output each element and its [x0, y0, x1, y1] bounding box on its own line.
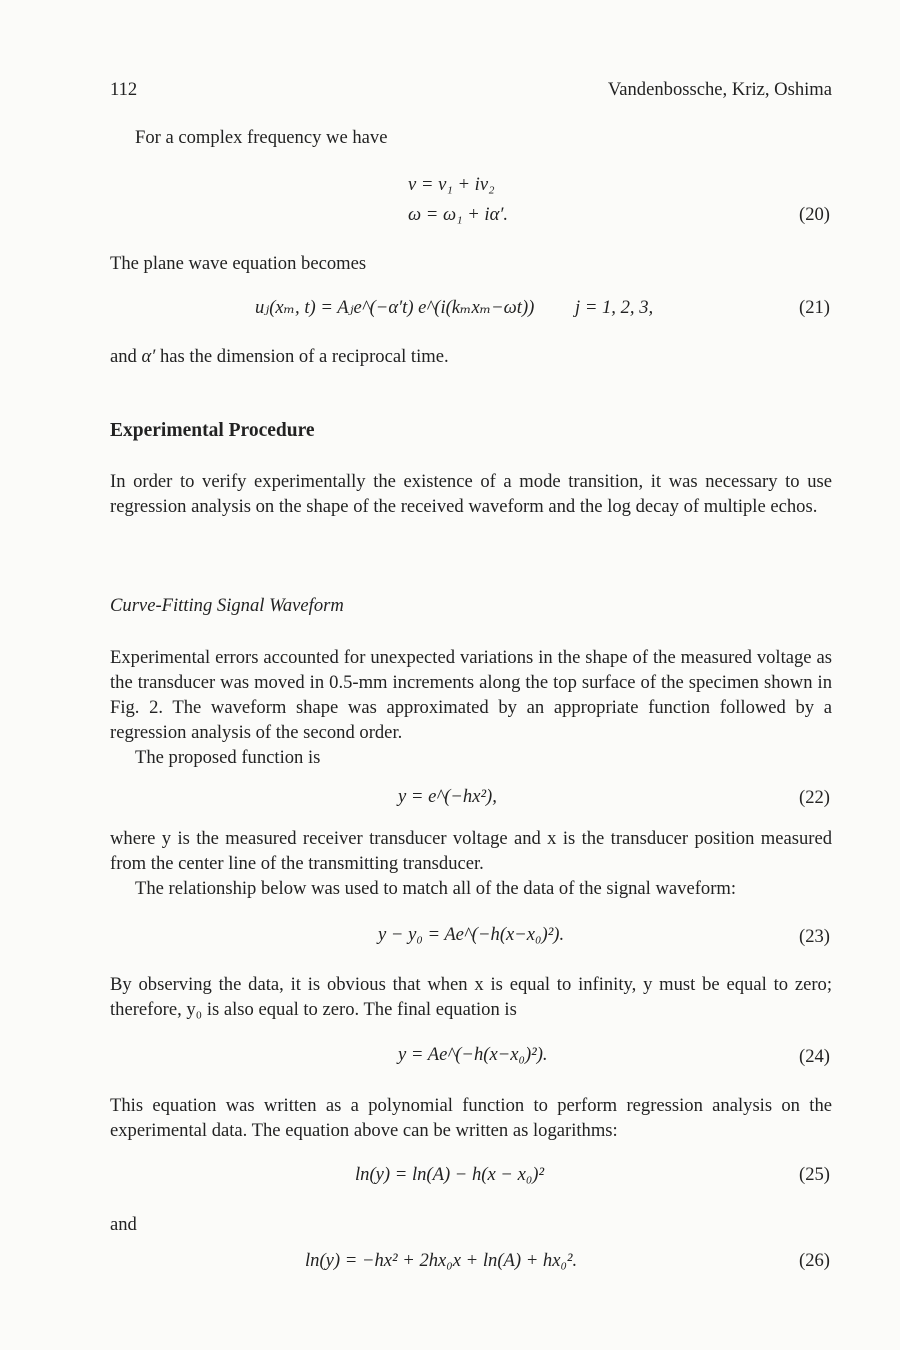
equation-number-24: (24) — [799, 1046, 830, 1067]
alpha-symbol: α′ — [141, 346, 156, 367]
alpha-sentence-rest: has the dimension of a reciprocal time. — [155, 346, 449, 367]
equation-number-21: (21) — [799, 297, 830, 318]
page-number: 112 — [110, 79, 138, 100]
paragraph-2: The proposed function is — [135, 747, 321, 768]
and-word: and — [110, 1214, 137, 1235]
equation-20-line1: v = v₁ + iv₂ — [408, 174, 495, 195]
equation-21-expression: uⱼ(xₘ, t) = Aⱼe^(−α′t) e^(i(kₘxₘ−ωt)) — [255, 297, 535, 318]
paragraph-1: Experimental errors accounted for unexpected variations in the shape of the measured voltage as the transducer was moved in 0.5-mm increments along the top surface of the specimen shown in Fig. 2. The waveform shape was approximated by an appropriate function followed by a regression analysis of the second order. — [110, 647, 832, 743]
running-head: Vandenbossche, Kriz, Oshima — [607, 79, 832, 100]
equation-number-20: (20) — [799, 204, 830, 225]
equation-26: ln(y) = −hx² + 2hx₀x + ln(A) + hx₀². — [305, 1250, 578, 1271]
alpha-sentence — [110, 344, 449, 369]
plane-wave-intro: The plane wave equation becomes — [110, 253, 367, 274]
intro-line: For a complex frequency we have — [135, 127, 388, 148]
equation-20-line2: ω = ω₁ + iα′. — [408, 204, 509, 225]
section-paragraph: In order to verify experimentally the existence of a mode transition, it was necessary to use regression analysis on the shape of the received waveform and the log decay of multiple echos. — [110, 471, 832, 517]
paragraph-4: The relationship below was used to match all of the data of the signal waveform: — [135, 878, 737, 899]
equation-21-condition: j = 1, 2, 3, — [575, 297, 654, 318]
equation-number-26: (26) — [799, 1250, 830, 1271]
section-title: Experimental Procedure — [110, 420, 315, 441]
equation-number-22: (22) — [799, 787, 830, 808]
paragraph-5: By observing the data, it is obvious that when x is equal to infinity, y must be equal to zero; therefore, y₀ is also equal to zero. The final equation is — [110, 974, 832, 1020]
equation-24: y = Ae^(−h(x−x₀)²). — [398, 1044, 548, 1065]
equation-25: ln(y) = ln(A) − h(x − x₀)² — [355, 1164, 545, 1185]
paragraph-3: where y is the measured receiver transducer voltage and x is the transducer position measured from the center line of the transmitting transducer. — [110, 828, 832, 874]
equation-21 — [255, 297, 534, 319]
subsection-title: Curve-Fitting Signal Waveform — [110, 595, 344, 616]
alpha-sentence-prefix: and — [110, 346, 142, 367]
equation-23: y − y₀ = Ae^(−h(x−x₀)²). — [378, 924, 565, 945]
equation-number-23: (23) — [799, 926, 830, 947]
paragraph-6: This equation was written as a polynomial function to perform regression analysis on the experimental data. The equation above can be written as logarithms: — [110, 1095, 832, 1141]
equation-22: y = e^(−hx²), — [398, 786, 497, 807]
equation-number-25: (25) — [799, 1164, 830, 1185]
